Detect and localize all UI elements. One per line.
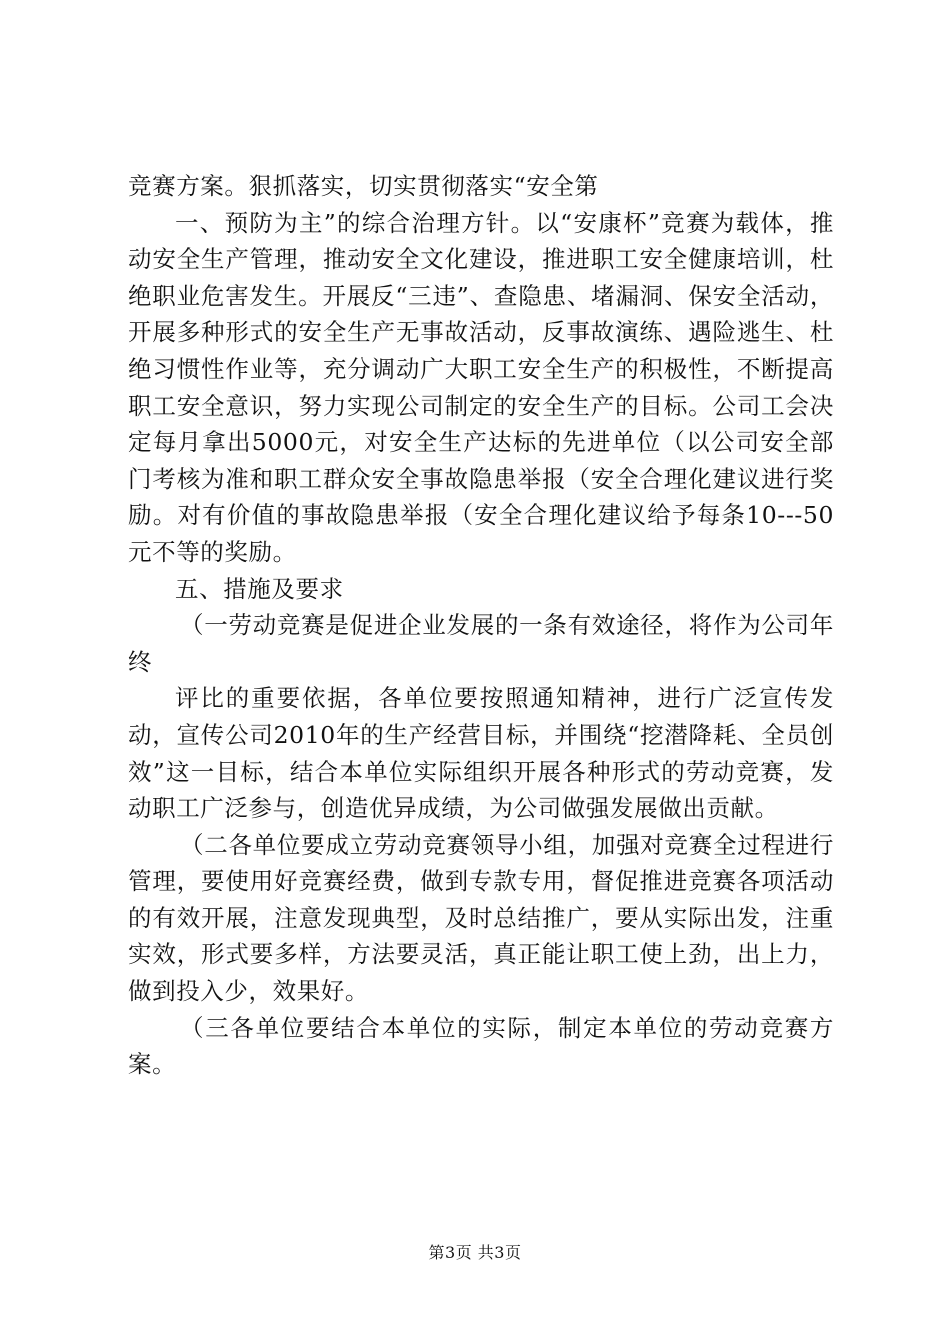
document-body — [128, 168, 834, 1083]
paragraph-item-two: （二各单位要成立劳动竞赛领导小组，加强对竞赛全过程进行管理，要使用好竞赛经费，做到专款专用，督促推进竞赛各项活动的有效开展，注意发现典型，及时总结推广，要从实际出发，注重实效，形式要多样，方法要灵活，真正能让职工使上劲，出上力，做到投入少，效果好。 — [128, 830, 834, 1006]
paragraph-item-three: （三各单位要结合本单位的实际，制定本单位的劳动竞赛方案。 — [128, 1013, 834, 1079]
page-number-label: 第3页 共3页 — [428, 1243, 522, 1262]
paragraph-continuation: 竞赛方案。狠抓落实，切实贯彻落实“安全第 — [128, 172, 599, 200]
paragraph-item-one-cont: 评比的重要依据，各单位要按照通知精神，进行广泛宣传发动，宣传公司2010年的生产经营目标，并围绕“挖潜降耗、全员创效”这一目标，结合本单位实际组织开展各种形式的劳动竞赛，发动职工广泛参与，创造优异成绩，为公司做强发展做出贡献。 — [128, 684, 834, 823]
section-heading-measures: 五、措施及要求 — [175, 574, 344, 603]
paragraph-section-one: 一、预防为主”的综合治理方针。以“安康杯”竞赛为载体，推动安全生产管理，推动安全文化建设，推进职工安全健康培训，杜绝职业危害发生。开展反“三违”、查隐患、堵漏洞、保安全活动，开展多种形式的安全生产无事故活动，反事故演练、遇险逃生、杜绝习惯性作业等，充分调动广大职工安全生产的积极性，不断提高职工安全意识，努力实现公司制定的安全生产的目标。公司工会决定每月拿出5000元，对安全生产达标的先进单位（以公司安全部门考核为准和职工群众安全事故隐患举报（安全合理化建议进行奖励。对有价值的事故隐患举报（安全合理化建议给予每条10---50元不等的奖励。 — [128, 208, 834, 566]
paragraph-item-one: （一劳动竞赛是促进企业发展的一条有效途径，将作为公司年终 — [128, 611, 834, 676]
page-footer — [0, 1243, 950, 1263]
